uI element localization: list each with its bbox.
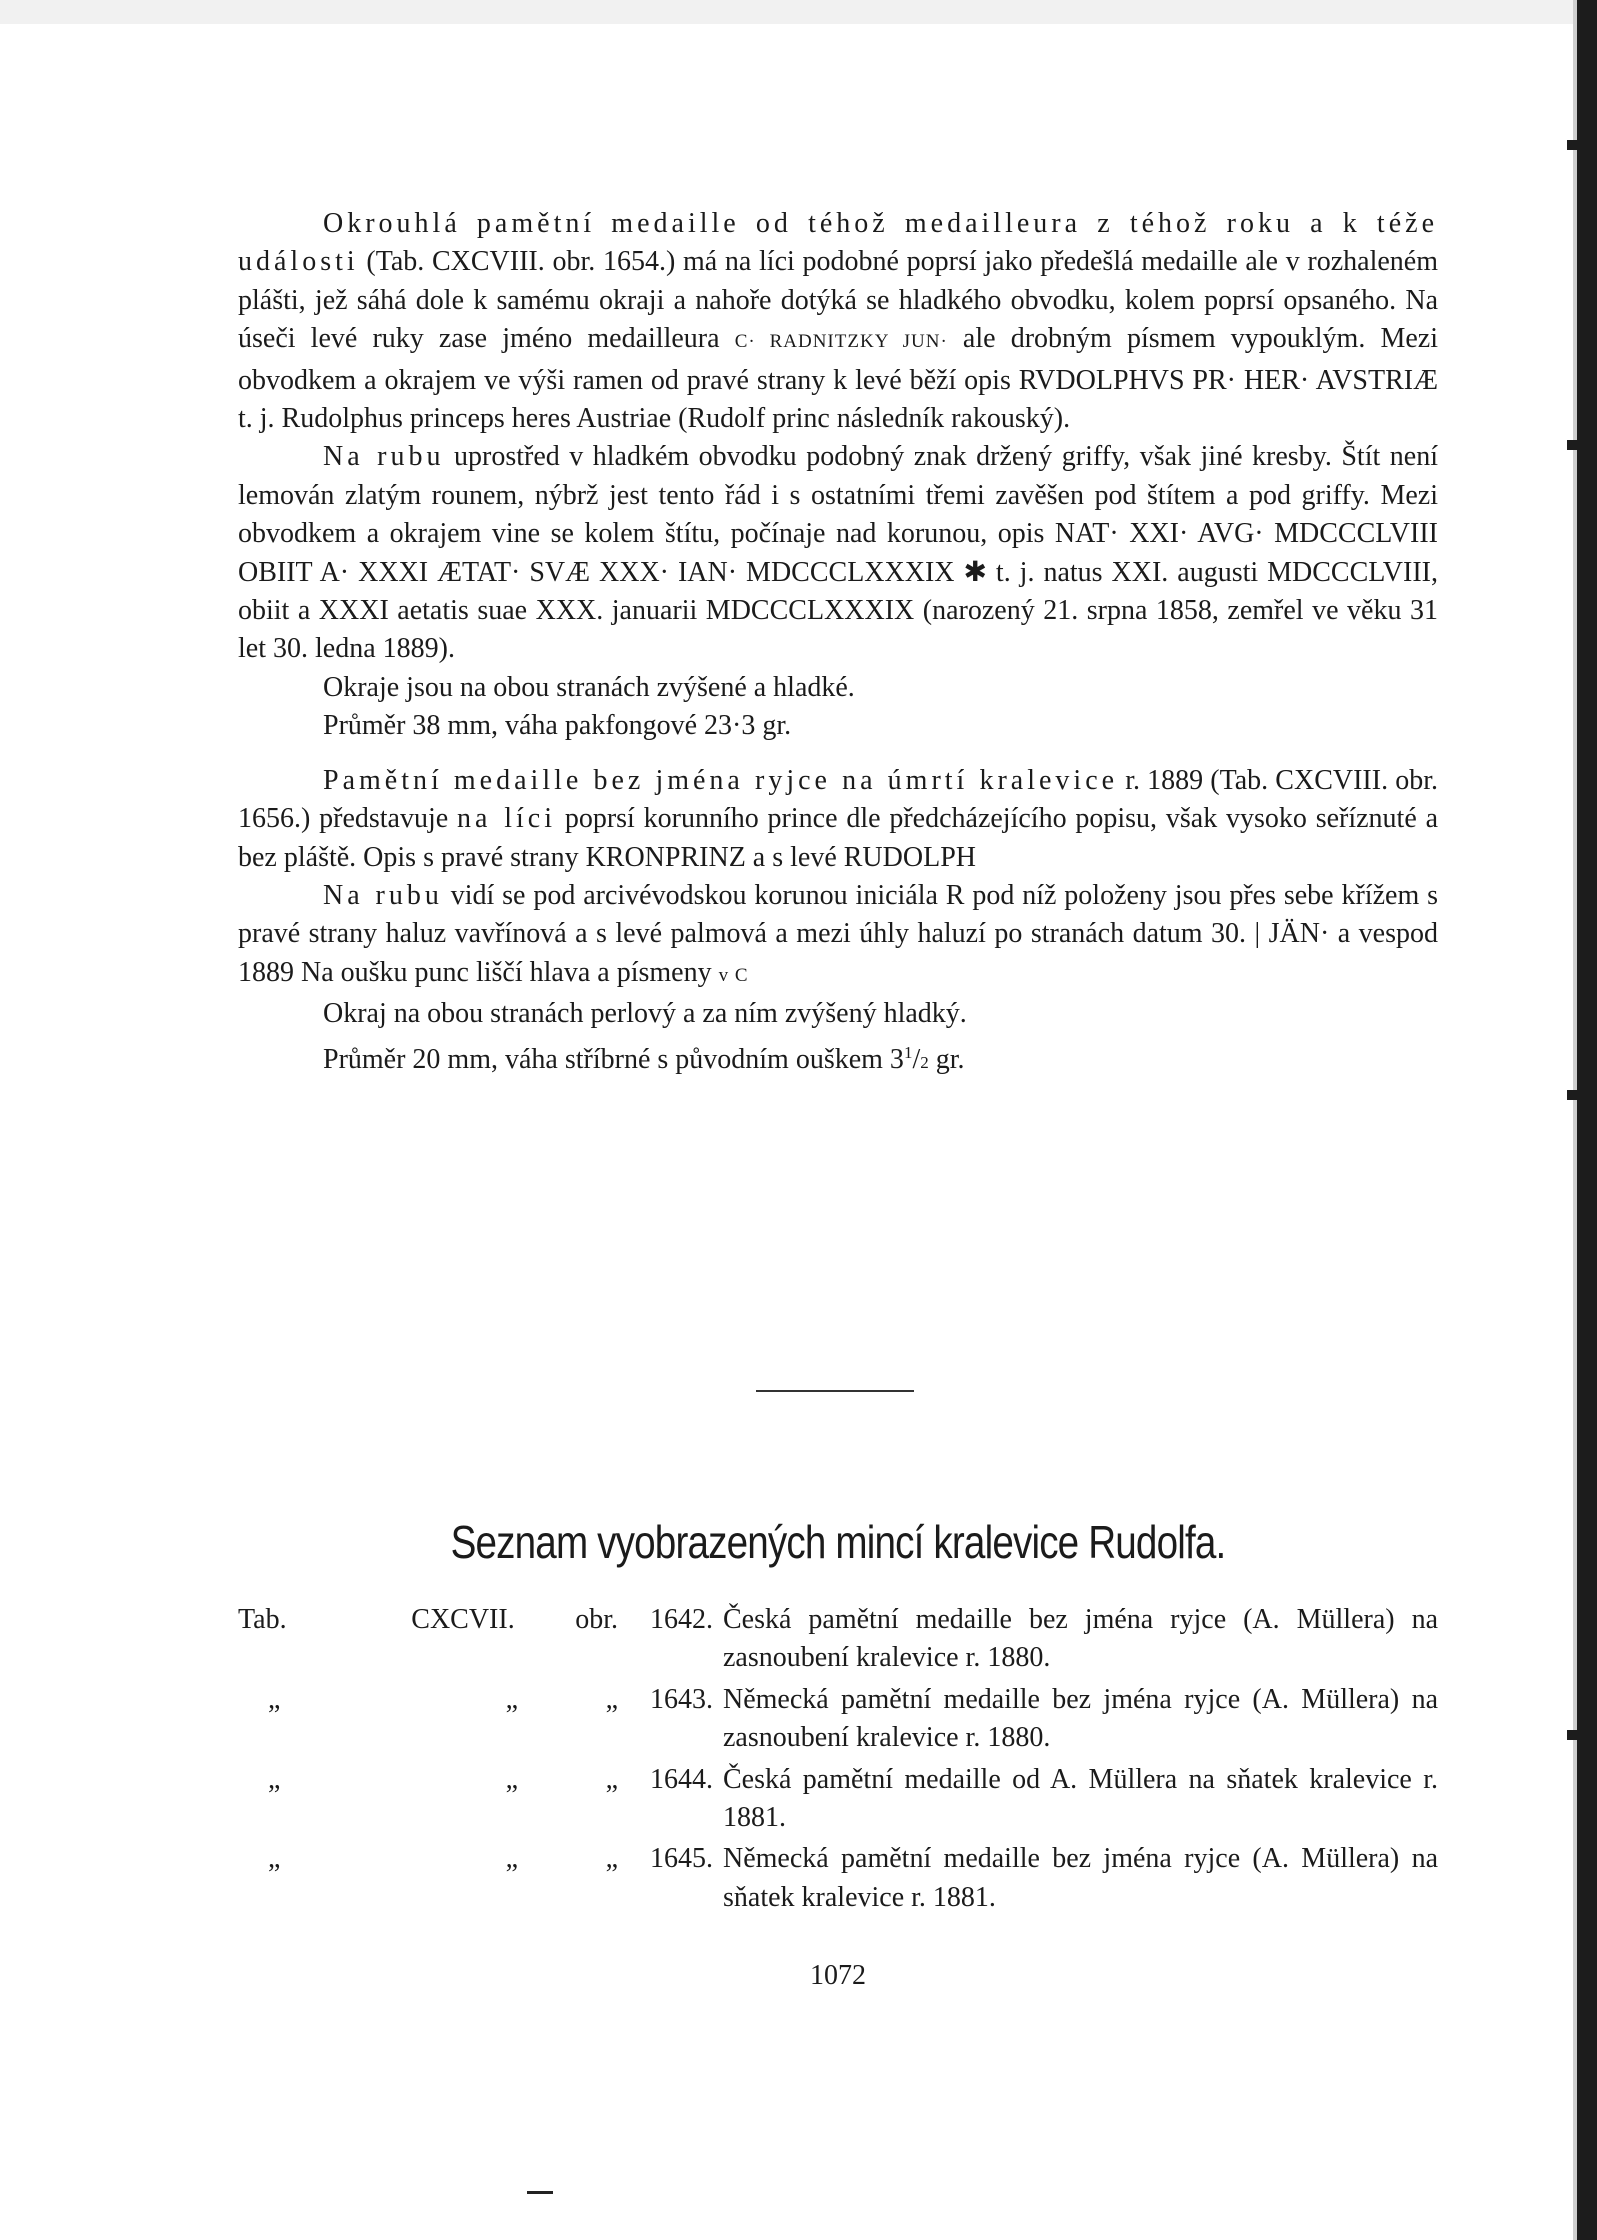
figure-number: 1645.: [650, 1843, 713, 1875]
edge-mark: [1567, 1090, 1589, 1100]
paragraph-text: r. 1889 (Tab. CXCVIII. obr. 1656.) představuje: [238, 764, 1438, 835]
ditto-mark: „: [505, 1683, 518, 1715]
ditto-mark: „: [268, 1683, 281, 1715]
section-divider: [756, 1390, 914, 1392]
paragraph-lead: Okrouhlá pamětní medaille od téhož medailleura z téhož roku a k téže události: [238, 208, 1438, 278]
paragraph-6: [238, 877, 1438, 995]
paragraph-3: Okraje jsou na obou stranách zvýšené a hladké.: [323, 671, 855, 703]
paragraph-2: [238, 438, 1438, 668]
paragraph-lead: na líci: [457, 803, 557, 835]
main-text: [238, 205, 1438, 1082]
scan-top-border: [0, 0, 1577, 24]
paragraph-text: (Tab. CXCVIII. obr. 1654.) má na líci podobné poprsí jako předešlá medaille ale v rozhaleném plášti, jež sáhá dole k samému okraji a nahoře dotýká se hladkého obvodku, kolem poprsí opsaného. Na úseči levé ruky zase jméno medailleura: [238, 246, 1438, 355]
paragraph-text: poprsí korunního prince dle předcházejícího popisu, však vysoko seříznuté a bez pláště. Opis s pravé strany KRONPRINZ a s levé RUDOLPH: [238, 803, 1439, 873]
list-item: [238, 1681, 1438, 1758]
item-description: Německá pamětní medaille bez jména ryjce (A. Müllera) na zasnoubení kralevice r. 1880.: [723, 1683, 1438, 1754]
paragraph-text: gr.: [928, 1043, 965, 1075]
tab-label: Tab.: [238, 1604, 287, 1635]
paragraph-text: ale drobným písmem vypouklým. Mezi obvodkem a okrajem ve výši ramen od pravé strany k levé běží opis RVDOLPHVS PR· HER· AVSTRIÆ t. j. Rudolphus princeps heres Austriae (Rudolf princ následník rakouský).: [238, 323, 1439, 435]
fraction-numerator: 1: [903, 1042, 913, 1062]
paragraph-lead: Na rubu: [323, 441, 445, 473]
scan-mark: [527, 2191, 553, 2194]
paragraph-text: Průměr 20 mm, váha stříbrné s původním ouškem 3: [323, 1043, 904, 1075]
ditto-mark: „: [268, 1763, 281, 1795]
figure-number: 1642.: [650, 1604, 713, 1635]
figure-number: 1644.: [650, 1763, 713, 1795]
ditto-mark: „: [605, 1763, 618, 1795]
paragraph-text: uprostřed v hladkém obvodku podobný znak držený griffy, však jiné kresby. Štít není lemován zlatým rounem, nýbrž jest tento řád i s ostatními třemi zavěšen pod štítem a pod griffy. Mezi obvodkem a okrajem vine se kolem štítu, počínaje nad korunou, opis NAT· XXI· AVG· MDCCCLVIII OBIIT A· XXXI ÆTAT· SVÆ XXX· IAN· MDCCCLXXXIX ✱ t. j. natus XXI. augusti MDCCCLVIII, obiit a XXXI aetatis suae XXX. januarii MDCCCLXXXIX (narozený 21. srpna 1858, zemřel ve věku 31 let 30. ledna 1889).: [238, 441, 1438, 665]
paragraph-text: vidí se pod arcivévodskou korunou iniciála R pod níž položeny jsou přes sebe křížem s pravé strany haluz vavřínová a s levé palmová a mezi úhly haluzí po stranách datum 30. | JÄN· a vespod 1889 Na oušku punc liščí hlava a písmeny: [238, 879, 1438, 988]
page-number: 1072: [810, 1960, 866, 1991]
edge-mark: [1567, 440, 1589, 450]
paragraph-1: [238, 205, 1438, 438]
ditto-mark: „: [505, 1763, 518, 1795]
edge-mark: [1567, 140, 1589, 150]
paragraph-7: Okraj na obou stranách perlový a za ním zvýšený hladký.: [323, 998, 967, 1030]
paragraph-lead: Na rubu: [323, 879, 443, 911]
fraction-slash: /: [912, 1043, 921, 1075]
coin-list: [238, 1601, 1438, 1917]
punch-mark-letters: v C: [718, 964, 749, 986]
ditto-mark: „: [605, 1843, 618, 1875]
ditto-mark: „: [505, 1843, 518, 1875]
list-item: [238, 1840, 1438, 1917]
figure-number: 1643.: [650, 1683, 713, 1715]
edge-mark: [1567, 1730, 1589, 1740]
paragraph-5: [238, 762, 1438, 877]
ditto-mark: „: [605, 1683, 618, 1715]
list-item: [238, 1761, 1438, 1838]
list-item: [238, 1601, 1438, 1678]
ditto-mark: „: [268, 1843, 281, 1875]
item-description: Česká pamětní medaille bez jména ryjce (A. Müllera) na zasnoubení kralevice r. 1880.: [723, 1604, 1438, 1674]
list-heading: Seznam vyobrazených mincí kralevice Rudolfa.: [450, 1516, 1226, 1568]
item-description: Česká pamětní medaille od A. Müllera na sňatek kralevice r. 1881.: [723, 1763, 1438, 1834]
item-description: Německá pamětní medaille bez jména ryjce (A. Müllera) na sňatek kralevice r. 1881.: [723, 1843, 1438, 1913]
fraction-denominator: 2: [920, 1052, 929, 1072]
scan-page-edge: [1577, 0, 1597, 2240]
paragraph-8: [238, 1034, 1438, 1082]
paragraph-4: Průměr 38 mm, váha pakfongové 23·3 gr.: [323, 710, 792, 742]
plate-number: CXCVII.: [411, 1604, 515, 1635]
paragraph-lead: Pamětní medaille bez jména ryjce na úmrtí kralevice: [323, 764, 1119, 796]
engraver-signature: C· RADNITZKY JUN·: [734, 331, 948, 353]
obr-label: obr.: [575, 1604, 618, 1635]
